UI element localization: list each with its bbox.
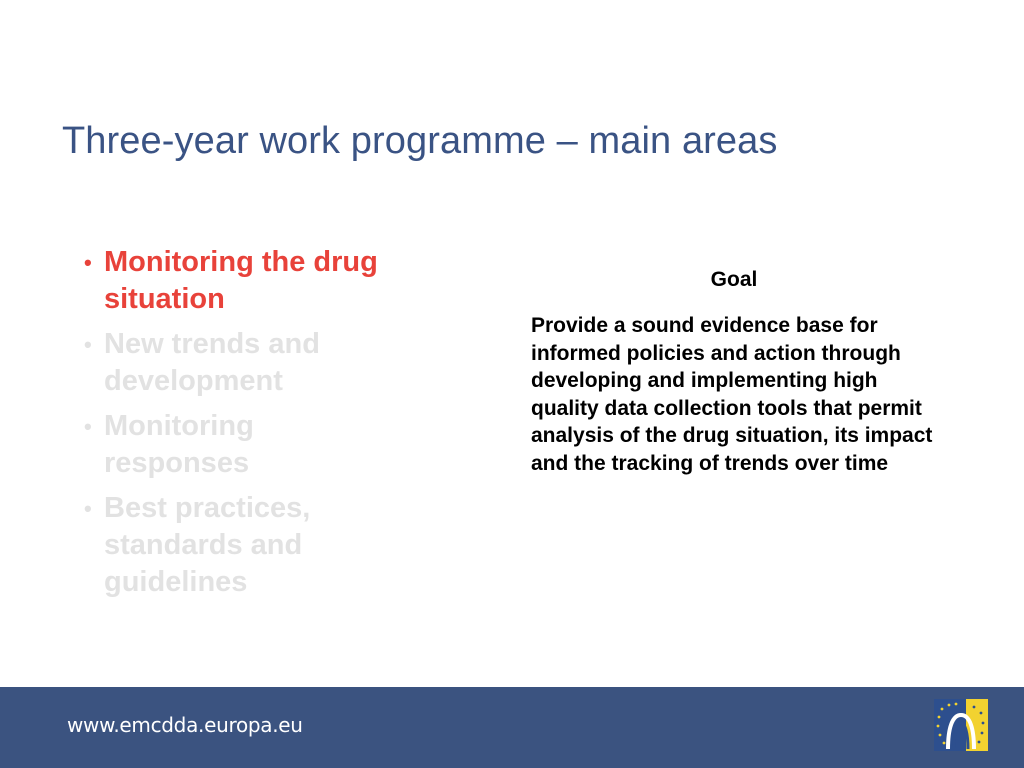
footer-bar [0, 687, 1024, 768]
bullet-label: Monitoring responses [104, 410, 254, 479]
topic-list [84, 244, 384, 609]
list-item-monitoring-drug-situation [84, 244, 384, 318]
bullet-label: Monitoring the drug situation [104, 246, 378, 315]
bullet-point: • [84, 414, 92, 439]
bullet-point: • [84, 250, 92, 275]
bullet-label: Best practices, standards and guidelines [104, 492, 311, 598]
slide-title: Three-year work programme – main areas [62, 120, 778, 162]
bullet-point: • [84, 496, 92, 521]
emcdda-logo-icon [934, 699, 988, 751]
website-url[interactable]: www.emcdda.europa.eu [67, 713, 303, 737]
goal-description: Provide a sound evidence base for informed policies and action through developing and implementing high quality data collection tools that permit analysis of the drug situation, its impact and the tracking of trends over time [531, 314, 933, 475]
list-item-monitoring-responses [84, 408, 384, 482]
bullet-point: • [84, 332, 92, 357]
list-item-best-practices [84, 490, 384, 601]
goal-heading: Goal [710, 268, 758, 291]
list-item-new-trends [84, 326, 384, 400]
bullet-label: New trends and development [104, 328, 320, 397]
